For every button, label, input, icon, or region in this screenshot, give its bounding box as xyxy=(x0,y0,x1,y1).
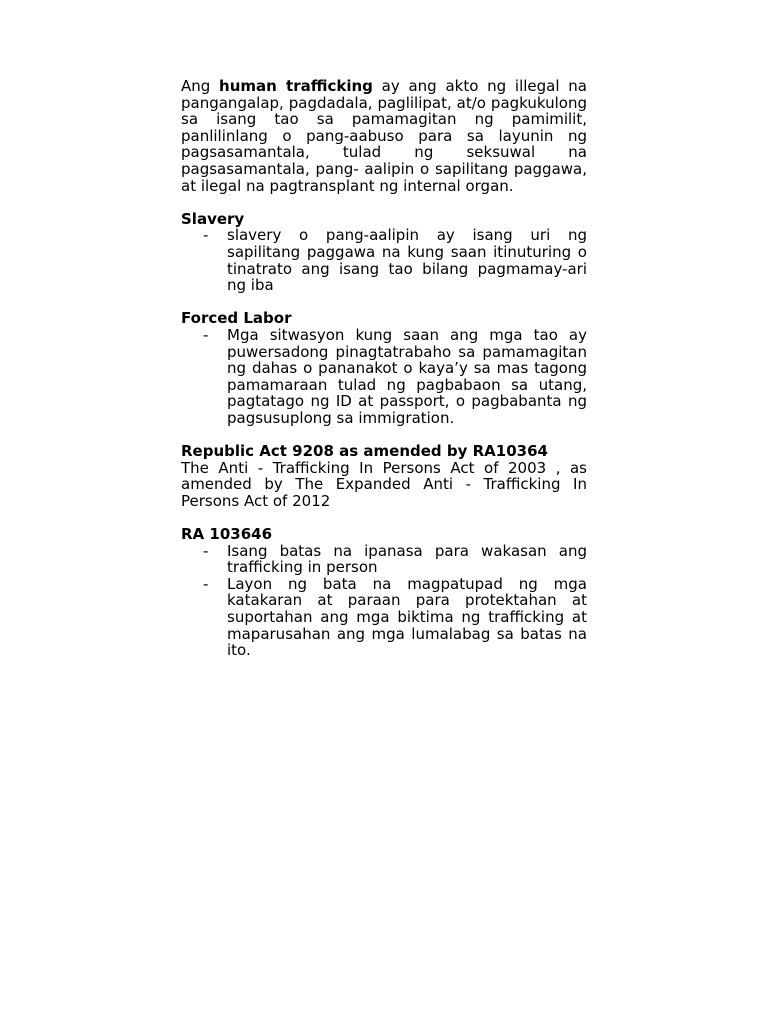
forced-labor-heading: Forced Labor xyxy=(181,309,292,328)
dash-bullet: - xyxy=(203,226,209,245)
slavery-list xyxy=(181,227,587,293)
dash-bullet: - xyxy=(203,574,209,593)
forced-labor-list xyxy=(181,327,587,427)
spacer xyxy=(181,294,587,311)
spacer xyxy=(181,509,587,526)
spacer xyxy=(181,194,587,211)
intro-prefix: Ang xyxy=(181,77,220,95)
list-item-text: Mga sitwasyon kung saan ang mga tao ay puwersadong pinagtatrabaho sa pamamagitan ng dahas o pananakot o kaya’y sa mas tagong pamamaraan tulad ng pagbabaon sa utang, pagtatago ng ID at passport, o pagbabanta ng pagsusuplong sa immigration. xyxy=(227,325,587,427)
document-page xyxy=(181,78,587,659)
republic-act-heading: Republic Act 9208 as amended by RA10364 xyxy=(181,442,548,461)
ra-103646-list xyxy=(181,543,587,659)
republic-act-text: The Anti - Trafficking In Persons Act of 2003 , as amended by The Expanded Anti - Trafficking In Persons Act of 2012 xyxy=(181,458,587,510)
intro-paragraph xyxy=(181,78,587,194)
list-item xyxy=(181,543,587,576)
list-item-text: slavery o pang-aalipin ay isang uri ng sapilitang paggawa na kung saan itinuturing o tinatrato ang isang tao bilang pagmamay-ari ng iba xyxy=(227,226,587,295)
dash-bullet: - xyxy=(203,325,209,344)
ra-103646-heading: RA 103646 xyxy=(181,525,273,544)
list-item xyxy=(181,576,587,659)
dash-bullet: - xyxy=(203,541,209,560)
list-item-text: Isang batas na ipanasa para wakasan ang trafficking in person xyxy=(227,541,587,577)
intro-rest: ay ang akto ng illegal na pangangalap, pagdadala, paglilipat, at/o pagkukulong sa isang tao sa pamamagitan ng pamimilit, panlilinlang o pang-aabuso para sa layunin ng pagsasamantala, tulad ng seksuwal na pagsasamantala, pang- aalipin o sapilitang paggawa, at ilegal na pagtransplant ng internal organ. xyxy=(181,77,587,195)
list-item-text: Layon ng bata na magpatupad ng mga katakaran at paraan para protektahan at suportahan ang mga biktima ng trafficking at maparusahan ang mga lumalabag sa batas na ito. xyxy=(227,574,587,660)
intro-bold-term: human trafficking xyxy=(219,77,373,95)
list-item xyxy=(181,227,587,293)
list-item xyxy=(181,327,587,427)
slavery-heading: Slavery xyxy=(181,209,245,228)
spacer xyxy=(181,426,587,443)
